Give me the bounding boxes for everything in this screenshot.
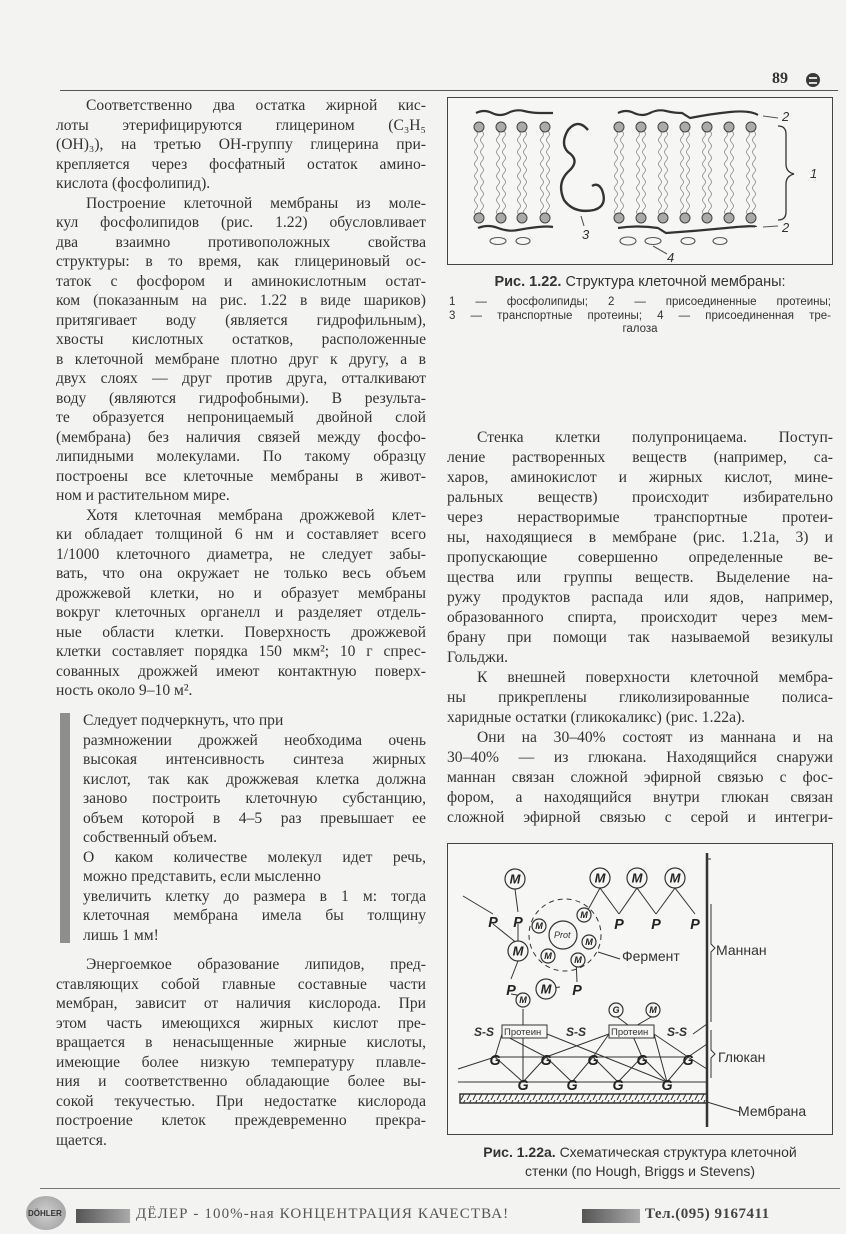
text-line: дрожжевой клетки, но и образует мембраны [56, 584, 426, 602]
mannose-small-node [541, 949, 555, 963]
page-number: 89 [772, 70, 788, 87]
text-line: клетки составляет порядка 150 мкм²; 10 г спрес- [56, 643, 426, 660]
mannose-small-node-label: M [519, 995, 527, 1006]
text-line: притягивает воду (является гидрофильным), [56, 311, 426, 329]
mannose-small-node [571, 953, 585, 967]
hydrophilic-head [496, 122, 506, 132]
footer-logo [26, 1196, 66, 1230]
hydrophilic-head [614, 122, 624, 132]
text-line: (мембрана) без наличия связей между фосфо- [56, 428, 426, 446]
text-line: маннан связан сложной эфирной связью с фос- [447, 769, 833, 786]
hydrophilic-head [658, 122, 668, 132]
paragraph [56, 96, 426, 194]
trehalose [620, 237, 636, 245]
glucose-node [612, 1078, 623, 1094]
glucose-node [517, 1078, 528, 1094]
caption-title: Рис. 1.22. [494, 274, 562, 290]
mannose-node [665, 868, 685, 888]
molecule-nodes [488, 868, 700, 1094]
text-line: пропускающие совершенно определенные ве- [447, 549, 833, 566]
mannose-node-label: M [669, 870, 681, 886]
glucan-label: Глюкан [718, 1049, 766, 1065]
footer-block [76, 1209, 130, 1223]
prot-label: Prot [554, 930, 571, 940]
hydrophilic-head [658, 213, 668, 223]
hydrophilic-head [614, 213, 624, 223]
mannose-small-node-label: M [585, 937, 593, 948]
footer-block [582, 1209, 640, 1223]
enzyme-label: Фермент [622, 948, 680, 964]
text-line: К внешней поверхности клеточной мембра- [477, 669, 833, 686]
text-line: фором, а находящийся внутри глюкан связан [447, 789, 833, 806]
text-line: 1/1000 клеточного диаметра, не следует забы- [56, 545, 426, 563]
mannose-small-node [646, 1003, 660, 1017]
disulfide-bond: S-S [474, 1025, 495, 1039]
mannose-small-node-label: M [574, 955, 582, 966]
text-line: хвосты кислотных остатков, расположенные [56, 331, 426, 348]
logo-text: DÖHLER [28, 1209, 62, 1218]
text-line: сокой текучестью. При недостатке кислорода [56, 1092, 426, 1110]
highlight-box [83, 711, 426, 945]
mannose-small-node [577, 908, 591, 922]
phospholipid [496, 122, 506, 223]
glucose-node-label: G [540, 1052, 552, 1069]
text-line: сложной эфирной связью с серой и интегри- [447, 809, 833, 826]
attached-protein-bottom-left [478, 226, 553, 231]
text-line: построение клеток преждевременно прекра- [56, 1112, 426, 1129]
mannan-label: Маннан [716, 942, 767, 958]
trehalose-group [490, 116, 778, 254]
trehalose [516, 238, 530, 245]
hydrophilic-head [724, 122, 734, 132]
text-line: О каком количестве молекул идет речь, [83, 848, 426, 866]
chapter-marker-icon [806, 73, 820, 87]
phosphate-node-label: P [513, 914, 523, 931]
phosphate-node-label: P [572, 982, 582, 999]
text-line: клеточная мембрана имела бы толщину [83, 907, 426, 924]
paragraph [56, 506, 426, 701]
text-line: мембран, зависит от наличия кислорода. При [56, 995, 426, 1012]
hydrophilic-head [702, 213, 712, 223]
mannose-node [590, 868, 610, 888]
text-line: вокруг клеточных органелл и разделяет отдель- [56, 604, 426, 621]
paragraph [56, 194, 426, 506]
text-line: структуры: в то время, как глицериновый ос- [56, 253, 426, 270]
text-line: высокая интенсивность синтеза жирных [83, 751, 426, 768]
phospholipid [746, 122, 756, 223]
caption-title: Рис. 1.22а. [483, 1144, 556, 1160]
hydrophilic-head [474, 213, 484, 223]
glucose-node-label: G [612, 1077, 624, 1094]
phosphate-node [488, 915, 498, 931]
hydrophilic-head [540, 213, 550, 223]
phosphate-node [572, 983, 582, 999]
hydrophilic-head [746, 213, 756, 223]
phosphate-node [690, 917, 700, 933]
text-line: 30–40% — из глюкана. Находящийся снаружи [447, 749, 833, 766]
figure-cell-membrane [447, 97, 833, 265]
text-line: ность около 9–10 м². [56, 682, 193, 699]
membrane-layer [460, 1094, 707, 1103]
text-line: кислота (фосфолипид). [56, 175, 211, 192]
text-line: Энергоемкое образование липидов, пред- [86, 956, 426, 973]
glucose-node [540, 1053, 551, 1069]
text-line: двух слоях — друг против друга, отталкивают [56, 370, 426, 387]
text-line: два взаимно противоположных свойства [56, 233, 426, 251]
hydrophilic-head [517, 122, 527, 132]
hydrophilic-head [496, 213, 506, 223]
membrane-label: Мембрана [738, 1103, 807, 1119]
mannose-node-label: M [540, 981, 552, 997]
text-line: кул фосфолипидов (рис. 1.22) обусловливает [56, 214, 426, 231]
legend-line: 3 — транспортные протеины; 4 — присоединенная тре- [449, 309, 831, 322]
text-line: ные области клетки. Поверхность дрожжевой [56, 623, 426, 641]
glucose-node-label: G [587, 1052, 599, 1069]
mannose-small-node-label: M [535, 921, 543, 932]
hydrophilic-head [517, 213, 527, 223]
text-line: лишь 1 мм! [83, 926, 159, 944]
mannose-node [508, 941, 528, 961]
text-line: ральных веществ) происходит избирательно [447, 489, 833, 506]
disulfide-bond: S-S [566, 1025, 587, 1039]
caption-text: Структура клеточной мембраны: [565, 274, 786, 290]
mannose-node-label: M [631, 870, 643, 886]
protein-label: Протеин [611, 1027, 649, 1038]
figure-1-22-legend [449, 296, 831, 337]
phosphate-node [614, 917, 624, 933]
mannose-node [536, 979, 556, 999]
hydrophilic-head [636, 122, 646, 132]
text-line: ставляющих собой главные составные части [56, 975, 426, 993]
text-line: увеличить клетку до размера в 1 м: тогда [83, 887, 426, 905]
text-line: лоты этерифицируются глицерином (C₃H₅ [56, 116, 426, 134]
mannose-small-node-label: M [649, 1005, 657, 1016]
text-line: Гольджи. [447, 649, 509, 666]
mannose-small-node-label: M [580, 910, 588, 921]
text-line: харидные остатки (гликокаликс) (рис. 1.22а). [447, 709, 746, 726]
phosphate-node-label: P [651, 916, 661, 933]
text-line: липидными молекулами. По такому образцу [56, 448, 426, 465]
phosphate-node-label: P [488, 914, 498, 931]
mannose-small-node [582, 935, 596, 949]
text-line: размножении дрожжей необходима очень [83, 731, 426, 749]
right-column [447, 428, 833, 828]
mannose-small-node-label: M [544, 951, 552, 962]
text-line: ком (показанным на рис. 1.22 в виде шариков) [56, 292, 426, 309]
hydrophilic-head [680, 213, 690, 223]
text-line: имеющие более низкую температуру плавле- [56, 1053, 426, 1071]
attached-protein-top-right [618, 110, 758, 118]
attached-protein-bottom-right [618, 226, 756, 233]
glucose-node-label: G [566, 1077, 578, 1094]
trehalose [490, 238, 506, 245]
protein-label: Протеин [504, 1027, 542, 1038]
legend-line: галоза [622, 323, 658, 335]
glucose-node-label: G [636, 1052, 648, 1069]
mannose-node-label: M [512, 943, 524, 959]
text-line: ление растворенных веществ (например, са- [447, 449, 833, 466]
disulfide-bond: S-S [667, 1025, 688, 1039]
label-4: 4 [667, 250, 675, 265]
hydrophilic-head [724, 213, 734, 223]
left-paragraphs [56, 96, 426, 701]
text-line: ны, находящиеся в мембране (рис. 1.21а, 3) и [447, 529, 833, 546]
figure-1-22a-caption [447, 1143, 833, 1181]
label-1-brace [778, 126, 794, 220]
text-line: щества или группы веществ. Выделение на- [447, 569, 833, 586]
text-line: кислот, так как дрожжевая клетка должна [83, 770, 426, 788]
phospholipid [517, 122, 527, 223]
text-line: Соответственно два остатка жирной кис- [86, 97, 426, 114]
text-line: те образуется непроницаемый двойной слой [56, 409, 426, 426]
mannose-node [627, 868, 647, 888]
footer-phone: Тел.(095) 9167411 [645, 1206, 770, 1222]
phospholipid [636, 122, 646, 223]
hydrophilic-head [636, 213, 646, 223]
text-line: через нерастворимые транспортные протеи- [447, 509, 833, 526]
legend-line: 1 — фосфолипиды; 2 — присоединенные протеины; [449, 296, 831, 308]
text-line: ки обладает толщиной 6 нм и составляет всего [56, 526, 426, 543]
label-2: 2 [782, 220, 790, 235]
caption-text: Схематическая структура клеточной [559, 1144, 797, 1160]
phosphate-node [651, 917, 661, 933]
text-line: Следует подчеркнуть, что при [83, 712, 284, 729]
hydrophilic-head [474, 122, 484, 132]
footer-slogan: ДЁЛЕР - 100%-ная КОНЦЕНТРАЦИЯ КАЧЕСТВА! [136, 1206, 510, 1222]
cell-wall-diagram [448, 844, 834, 1136]
phospholipid [658, 122, 668, 223]
paragraph [447, 728, 833, 828]
mannose-node-label: M [509, 871, 521, 887]
label-3: 3 [582, 227, 590, 242]
phosphate-node [506, 983, 516, 999]
glucose-small-node [609, 1003, 623, 1017]
paragraph [447, 428, 833, 668]
text-line: (OH)₃), на третью ОН-группу глицерина при- [56, 136, 426, 153]
trehalose [645, 238, 661, 245]
phospholipid [702, 122, 712, 223]
trehalose [713, 238, 727, 245]
text-line: собственный объем. [83, 829, 218, 846]
mannose-small-node [516, 993, 530, 1007]
glucose-node-label: G [682, 1052, 694, 1069]
text-line: щается. [56, 1131, 107, 1149]
left-column [56, 96, 426, 701]
phospholipid [680, 122, 690, 223]
text-line: харов, аминокислот и жирных кислот, мине- [447, 469, 833, 486]
text-line: таток с фосфором и аминокислотным остат- [56, 272, 426, 290]
attached-protein-top-left [476, 110, 553, 115]
text-line: построены все клеточные мембраны в живот- [56, 467, 426, 485]
text-line: вращается в ненасыщенные жирные кислоты, [56, 1034, 426, 1051]
text-line: Они на 30–40% состоят из маннана и на [477, 729, 833, 746]
phospholipids [474, 122, 756, 223]
text-line: объем которой в 4–5 раз превышает ее [83, 809, 426, 827]
text-line: ружу продуктов распада или ядов, например, [447, 589, 833, 606]
text-line: ны прикреплены гликолизированные полиса- [447, 689, 833, 706]
hydrophilic-head [702, 122, 712, 132]
label-2: 2 [782, 109, 790, 124]
glucose-node [587, 1053, 598, 1069]
text-line: заново построить клеточную субстанцию, [83, 790, 426, 807]
text-line: ния и соответственно обладающие более вы- [56, 1073, 426, 1090]
glucose-node-label: G [661, 1077, 673, 1094]
text-line: этом часть имеющихся жирных кислот пре- [56, 1014, 426, 1032]
mannose-small-node [532, 919, 546, 933]
final-paragraph [56, 955, 426, 1150]
mannose-node-label: M [594, 870, 606, 886]
glucose-node [636, 1053, 647, 1069]
label-1: 1 [810, 166, 818, 181]
text-line: Построение клеточной мембраны из моле- [86, 194, 426, 212]
text-line: можно представить, если мысленно [83, 868, 321, 885]
text-line: Стенка клетки полупроницаема. Поступ- [477, 429, 833, 446]
hydrophilic-head [680, 122, 690, 132]
highlight-bar [60, 713, 70, 943]
phosphate-node-label: P [506, 982, 516, 999]
transport-protein [561, 124, 604, 211]
glucose-node [489, 1053, 500, 1069]
glucose-node [566, 1078, 577, 1094]
text-line: крепляется через фосфатный остаток амино- [56, 155, 426, 173]
paragraph [447, 668, 833, 728]
text-line: вать, что она окружает не только весь объем [56, 565, 426, 582]
trehalose [681, 238, 695, 245]
phospholipid [474, 122, 484, 223]
text-line: Хотя клеточная мембрана дрожжевой клет- [86, 506, 426, 524]
phospholipid [614, 122, 624, 223]
text-line: брану при помощи так называемой везикулы [447, 629, 833, 646]
text-line: образованного спирта, происходит через мем- [447, 609, 833, 626]
mannose-node [505, 869, 525, 889]
text-line: воду (являются гидрофобными). В результа- [56, 389, 426, 407]
hydrophilic-head [746, 122, 756, 132]
footer-rule [40, 1188, 840, 1189]
text-line: ном и растительном мире. [56, 487, 230, 504]
phospholipid [540, 122, 550, 223]
glucose-node-label: G [489, 1052, 501, 1069]
phospholipid [724, 122, 734, 223]
glucose-node [682, 1053, 693, 1069]
glucose-node-label: G [517, 1077, 529, 1094]
figure-cell-wall [447, 843, 833, 1135]
text-line: в клеточной мембране плотно друг к другу, а в [56, 350, 426, 368]
text-line: сованных дрожжей имеют контактную поверх- [56, 662, 426, 680]
glucose-node [661, 1078, 672, 1094]
phosphate-node [513, 915, 523, 931]
caption-line-2: стенки (по Hough, Briggs и Stevens) [524, 1163, 756, 1179]
figure-1-22-caption [447, 274, 833, 290]
header-rule [60, 90, 838, 91]
phosphate-node-label: P [614, 916, 624, 933]
cell-membrane-diagram [448, 98, 834, 266]
phosphate-node-label: P [690, 916, 700, 933]
glucose-small-node-label: G [612, 1005, 620, 1016]
hydrophilic-head [540, 122, 550, 132]
